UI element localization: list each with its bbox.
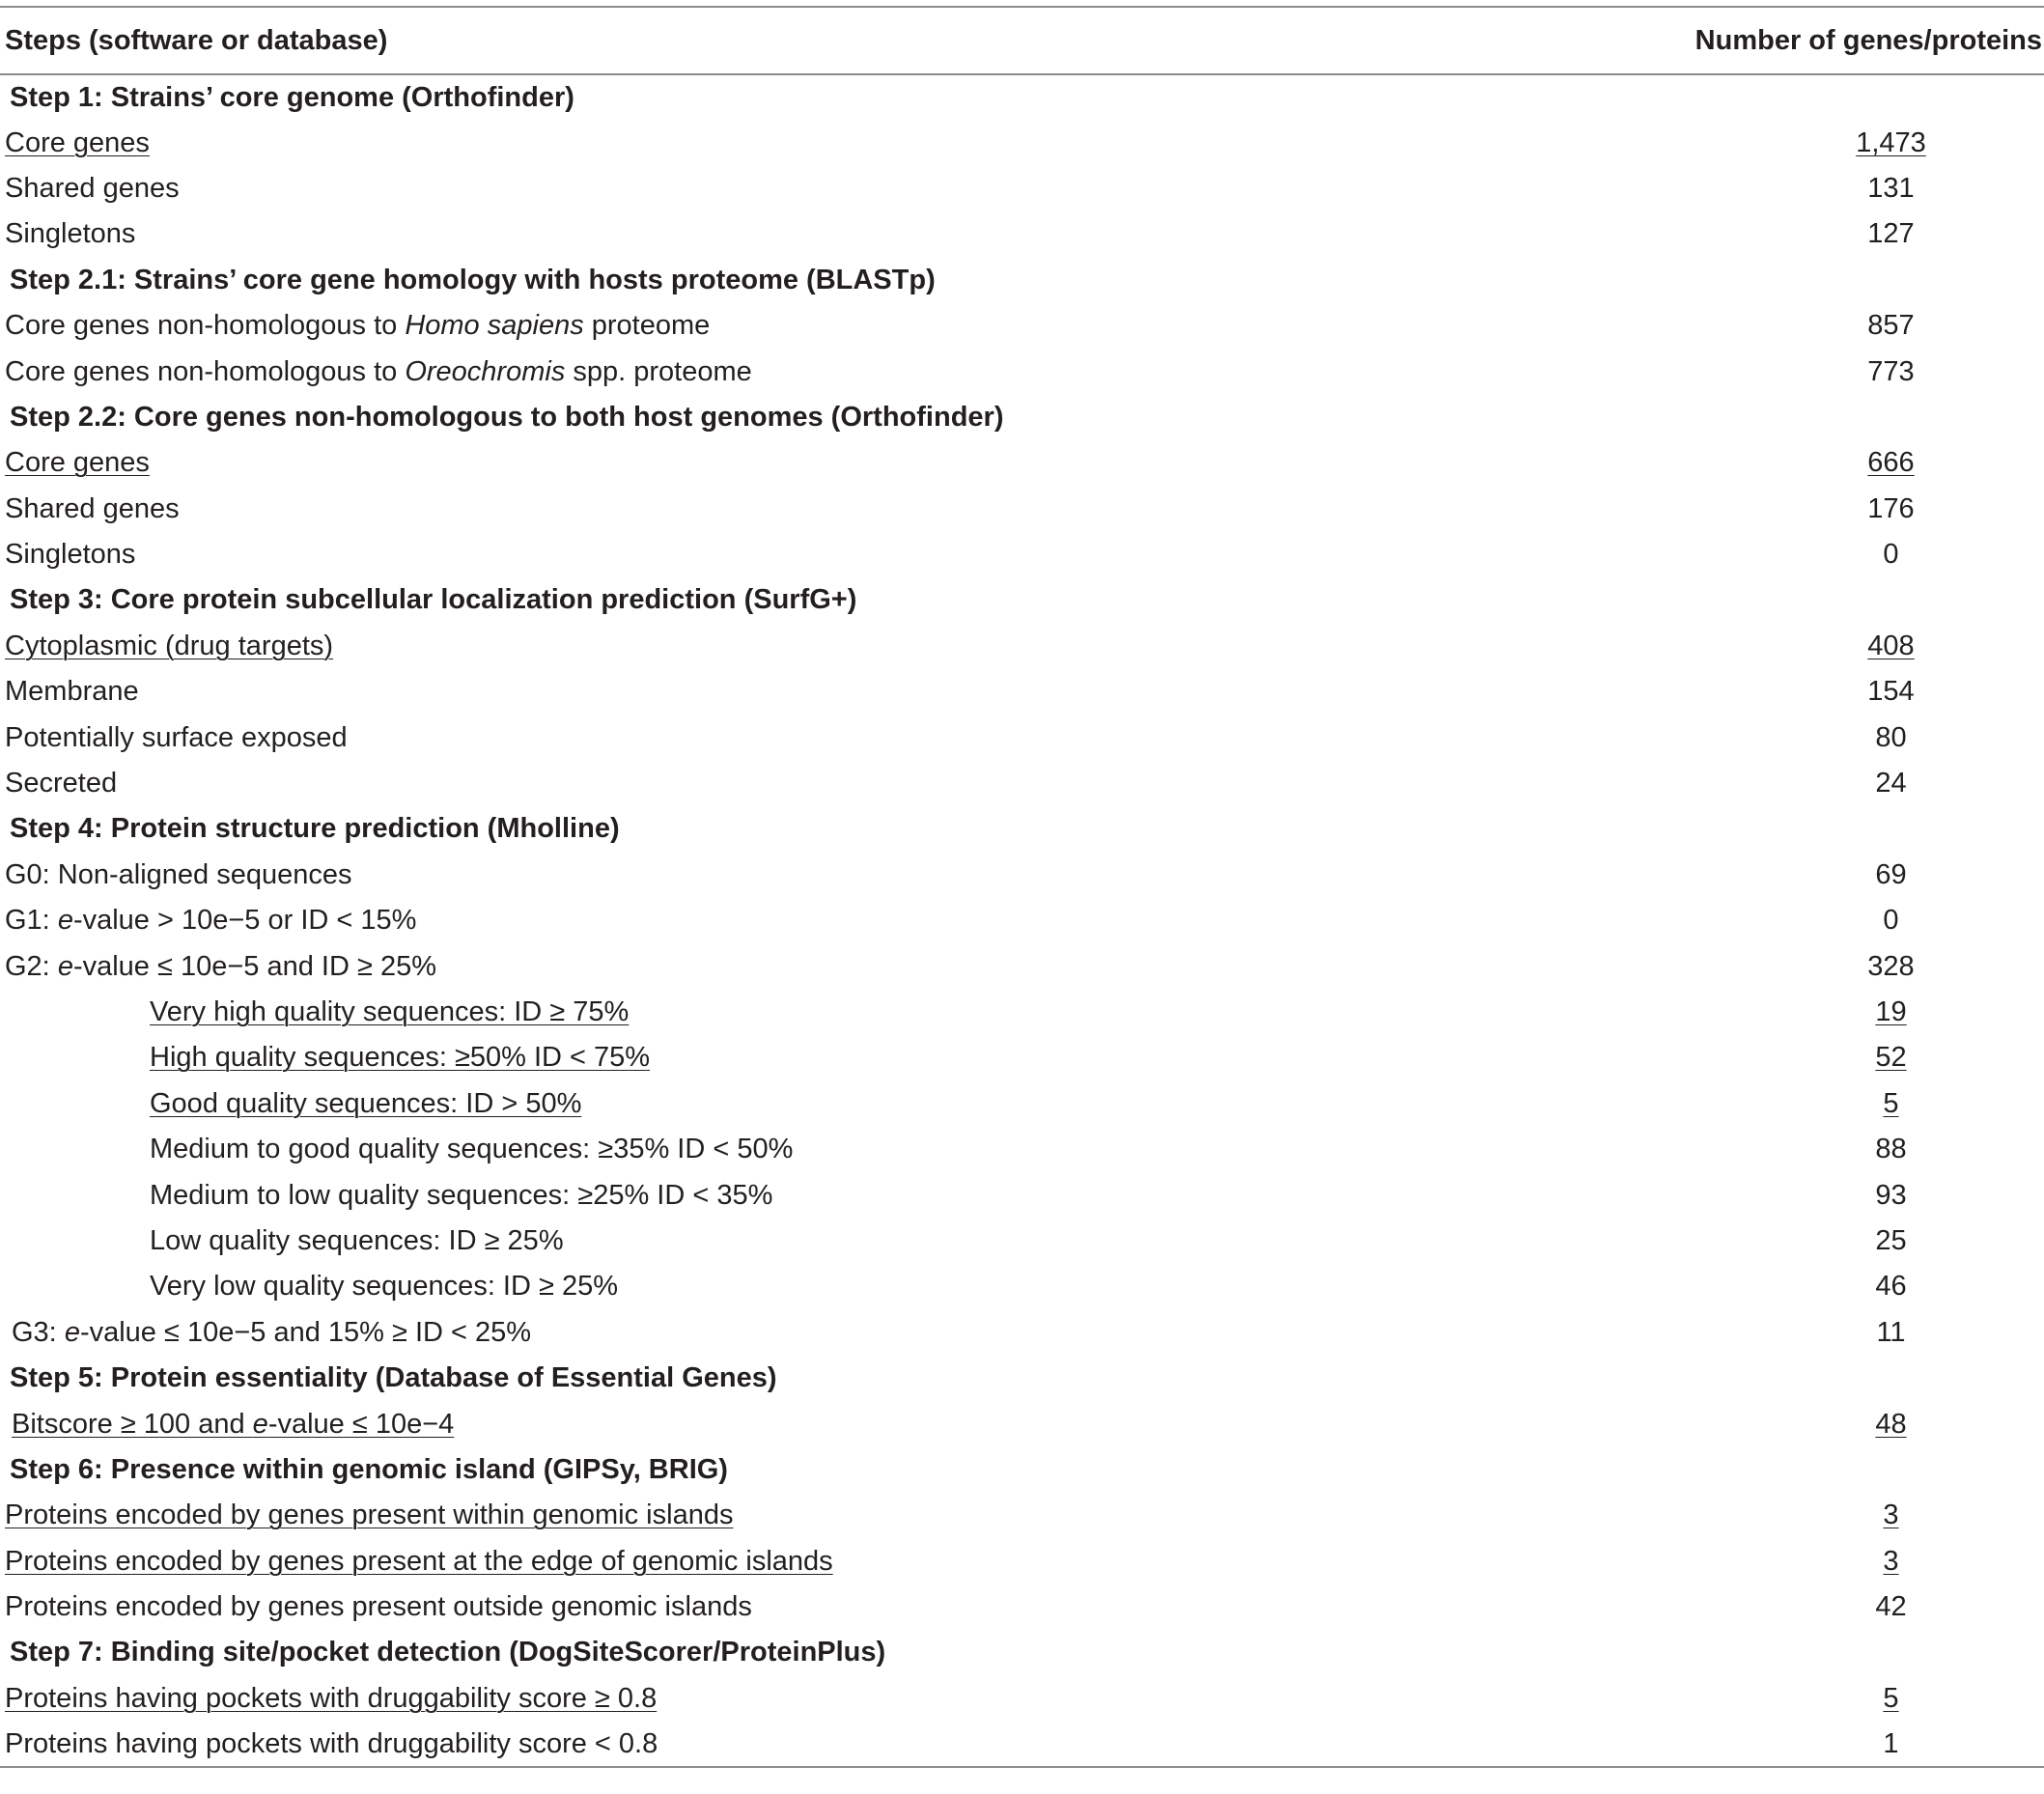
row-label-text [5, 218, 135, 249]
table-row [0, 1172, 2044, 1218]
row-value [1641, 853, 2044, 898]
row-label-text [5, 1591, 752, 1622]
row-value [1641, 669, 2044, 715]
value-text: 773 [1867, 355, 1915, 387]
label-text: Step 6: Presence within genomic island (GIPSy, BRIG) [10, 1453, 728, 1485]
label-text: G1: [5, 905, 58, 937]
label-italic-text: e [64, 1316, 80, 1348]
row-label [0, 120, 1641, 165]
step-title [0, 74, 2044, 120]
row-value [1641, 1081, 2044, 1127]
label-text: Step 2.2: Core genes non-homologous to both host genomes (Orthofinder) [10, 401, 1004, 433]
label-text: Membrane [5, 676, 139, 708]
label-italic-text: Oreochromis [405, 355, 566, 387]
row-value [1641, 1493, 2044, 1538]
table-row [0, 715, 2044, 760]
table-row [0, 1035, 2044, 1080]
table-header-row [0, 7, 2044, 74]
label-text: Proteins having pockets with druggability score < 0.8 [5, 1727, 658, 1759]
header-number: Number of genes/proteins [1694, 24, 2042, 56]
row-label-text [5, 539, 135, 570]
label-text: Good quality sequences: ID > 50% [150, 1087, 582, 1119]
results-table [0, 6, 2044, 1768]
table-row [0, 624, 2044, 669]
label-text: Medium to good quality sequences: ≥35% ID < 50% [150, 1134, 794, 1165]
label-italic-text: e [57, 950, 73, 982]
row-label-text [10, 813, 620, 844]
step-heading-row [0, 1447, 2044, 1493]
table-row [0, 1081, 2044, 1127]
row-label-text [5, 768, 117, 799]
step-title [0, 1356, 2044, 1401]
row-label [0, 487, 1641, 532]
table-row [0, 990, 2044, 1035]
step-title [0, 258, 2044, 303]
row-value [1641, 1401, 2044, 1446]
table-row [0, 1539, 2044, 1584]
label-text: Core genes [5, 447, 150, 479]
table-row [0, 943, 2044, 989]
label-text: Bitscore ≥ 100 and [12, 1408, 253, 1440]
value-text: 1,473 [1856, 126, 1926, 158]
value-text: 131 [1867, 172, 1915, 204]
table-row [0, 1127, 2044, 1172]
table-row [0, 120, 2044, 165]
label-text: Shared genes [5, 172, 180, 204]
row-value [1641, 1584, 2044, 1630]
row-label-text [12, 1409, 454, 1440]
row-label [0, 349, 1641, 394]
row-value [1641, 166, 2044, 211]
row-label [0, 1676, 1641, 1722]
table-row [0, 1310, 2044, 1356]
label-text: Singletons [5, 218, 136, 250]
row-value [1641, 120, 2044, 165]
row-label-text [10, 1362, 777, 1393]
row-label-text [5, 722, 348, 753]
table-row [0, 1676, 2044, 1722]
value-text: 93 [1875, 1179, 1907, 1211]
table-row [0, 853, 2044, 898]
step-title [0, 577, 2044, 623]
row-label-text [5, 1683, 657, 1714]
value-text: 25 [1875, 1224, 1907, 1256]
value-text: 328 [1867, 950, 1915, 982]
row-label-text [5, 1500, 733, 1530]
row-label [0, 1493, 1641, 1538]
row-value [1641, 1035, 2044, 1080]
label-text: Very high quality sequences: ID ≥ 75% [150, 996, 630, 1027]
row-label [0, 1035, 1641, 1080]
value-text: 52 [1875, 1042, 1907, 1074]
row-label [0, 1584, 1641, 1630]
row-label [0, 1172, 1641, 1218]
row-label-text [5, 905, 416, 936]
step-heading-row [0, 1356, 2044, 1401]
row-label [0, 1401, 1641, 1446]
row-label-text [5, 493, 180, 524]
table-row [0, 211, 2044, 257]
row-label-text [150, 1225, 564, 1256]
value-text: 42 [1875, 1591, 1907, 1623]
label-text: -value > 10e−5 or ID < 15% [72, 905, 417, 937]
step-heading-row [0, 806, 2044, 852]
row-value [1641, 1172, 2044, 1218]
table-row [0, 1493, 2044, 1538]
label-text: Cytoplasmic (drug targets) [5, 630, 334, 661]
row-value [1641, 943, 2044, 989]
value-text: 69 [1875, 858, 1907, 890]
table-row [0, 303, 2044, 349]
row-value [1641, 1264, 2044, 1309]
row-value [1641, 761, 2044, 806]
step-heading-row [0, 577, 2044, 623]
label-italic-text: e [57, 905, 73, 937]
label-text: -value ≤ 10e−4 [267, 1408, 455, 1440]
row-label-text [150, 1042, 650, 1073]
table-row [0, 1584, 2044, 1630]
row-label-text [10, 402, 1004, 433]
row-label-text [150, 996, 629, 1027]
value-text: 46 [1875, 1271, 1907, 1303]
row-label [0, 1264, 1641, 1309]
row-value [1641, 715, 2044, 760]
value-text: 24 [1875, 768, 1907, 799]
row-label-text [5, 127, 150, 158]
label-text: Secreted [5, 768, 118, 799]
label-text: G3: [12, 1316, 65, 1348]
value-text: 5 [1883, 1087, 1899, 1119]
row-label [0, 1081, 1641, 1127]
row-label-text [10, 1637, 885, 1668]
row-value [1641, 1676, 2044, 1722]
label-text: -value ≤ 10e−5 and 15% ≥ ID < 25% [79, 1316, 532, 1348]
value-text: 127 [1867, 218, 1915, 250]
row-label [0, 1722, 1641, 1767]
value-text: 857 [1867, 310, 1915, 342]
row-label-text [5, 951, 436, 982]
row-label-text [10, 82, 574, 113]
step-title [0, 1630, 2044, 1675]
label-text: Core genes [5, 126, 150, 158]
step-heading-row [0, 1630, 2044, 1675]
row-value [1641, 1127, 2044, 1172]
label-text: Proteins encoded by genes present at the edge of genomic islands [5, 1545, 833, 1577]
header-steps: Steps (software or database) [5, 24, 388, 56]
step-title [0, 1447, 2044, 1493]
label-text: High quality sequences: ≥50% ID < 75% [150, 1042, 651, 1074]
row-label [0, 532, 1641, 577]
value-text: 5 [1883, 1682, 1899, 1714]
step-title [0, 806, 2044, 852]
row-label [0, 1127, 1641, 1172]
table-row [0, 1401, 2044, 1446]
row-label [0, 898, 1641, 943]
value-text: 666 [1867, 447, 1915, 479]
row-label-text [5, 1546, 833, 1577]
row-value [1641, 303, 2044, 349]
value-text: 176 [1867, 492, 1915, 524]
row-label-text [150, 1180, 772, 1211]
row-value [1641, 211, 2044, 257]
row-label-text [10, 265, 936, 295]
row-value [1641, 1219, 2044, 1264]
label-italic-text: e [252, 1408, 268, 1440]
value-text: 408 [1867, 630, 1915, 661]
label-text: G0: Non-aligned sequences [5, 858, 352, 890]
row-label [0, 990, 1641, 1035]
row-label [0, 853, 1641, 898]
row-label [0, 1219, 1641, 1264]
label-text: Potentially surface exposed [5, 721, 348, 753]
row-label [0, 440, 1641, 486]
table-row [0, 761, 2044, 806]
row-label [0, 303, 1641, 349]
row-label [0, 761, 1641, 806]
row-label-text [5, 1728, 658, 1759]
label-text: Step 1: Strains’ core genome (Orthofinder) [10, 81, 574, 113]
label-text: Proteins having pockets with druggability score ≥ 0.8 [5, 1682, 658, 1714]
row-value [1641, 990, 2044, 1035]
value-text: 0 [1883, 905, 1899, 937]
value-text: 48 [1875, 1408, 1907, 1440]
row-label-text [5, 859, 352, 890]
row-label-text [150, 1134, 793, 1164]
row-label-text [5, 676, 139, 707]
table-body [0, 74, 2044, 1767]
row-value [1641, 532, 2044, 577]
label-text: Very low quality sequences: ID ≥ 25% [150, 1271, 618, 1303]
label-text: Step 3: Core protein subcellular localization prediction (SurfG+) [10, 584, 857, 616]
row-label-text [5, 631, 333, 661]
table-row [0, 166, 2044, 211]
row-value [1641, 440, 2044, 486]
label-text: Singletons [5, 539, 136, 571]
table-row [0, 1264, 2044, 1309]
value-text: 88 [1875, 1134, 1907, 1165]
label-italic-text: Homo sapiens [405, 310, 584, 342]
row-label [0, 211, 1641, 257]
row-label [0, 943, 1641, 989]
label-text: Step 7: Binding site/pocket detection (DogSiteScorer/ProteinPlus) [10, 1637, 886, 1668]
label-text: Core genes non-homologous to [5, 355, 406, 387]
row-label-text [5, 356, 752, 387]
label-text: Low quality sequences: ID ≥ 25% [150, 1224, 564, 1256]
label-text: Medium to low quality sequences: ≥25% ID < 35% [150, 1179, 773, 1211]
value-text: 80 [1875, 721, 1907, 753]
row-value [1641, 349, 2044, 394]
value-text: 19 [1875, 996, 1907, 1027]
row-value [1641, 487, 2044, 532]
step-title [0, 395, 2044, 440]
row-value [1641, 1310, 2044, 1356]
row-value [1641, 1539, 2044, 1584]
row-label-text [5, 173, 180, 204]
value-text: 11 [1876, 1316, 1906, 1348]
label-text: proteome [583, 310, 711, 342]
label-text: Core genes non-homologous to [5, 310, 406, 342]
row-label-text [150, 1271, 618, 1302]
label-text: Shared genes [5, 492, 180, 524]
table-row [0, 1219, 2044, 1264]
row-value [1641, 624, 2044, 669]
table-row [0, 1722, 2044, 1767]
label-text: Proteins encoded by genes present outside genomic islands [5, 1591, 752, 1623]
value-text: 1 [1883, 1727, 1899, 1759]
step-heading-row [0, 74, 2044, 120]
table-row [0, 487, 2044, 532]
row-value [1641, 1722, 2044, 1767]
row-label [0, 1539, 1641, 1584]
row-label [0, 669, 1641, 715]
row-value [1641, 898, 2044, 943]
table-row [0, 669, 2044, 715]
step-heading-row [0, 258, 2044, 303]
label-text: Step 2.1: Strains’ core gene homology with hosts proteome (BLASTp) [10, 264, 936, 295]
row-label [0, 166, 1641, 211]
row-label [0, 624, 1641, 669]
row-label [0, 715, 1641, 760]
table-row [0, 440, 2044, 486]
label-text: G2: [5, 950, 58, 982]
row-label [0, 1310, 1641, 1356]
label-text: Step 5: Protein essentiality (Database of Essential Genes) [10, 1362, 777, 1394]
row-label-text [10, 584, 856, 615]
row-label-text [150, 1088, 581, 1119]
table-row [0, 532, 2044, 577]
value-text: 0 [1883, 539, 1899, 571]
value-text: 154 [1867, 676, 1915, 708]
table-row [0, 898, 2044, 943]
row-label-text [12, 1317, 531, 1348]
row-label-text [10, 1454, 728, 1485]
row-label-text [5, 310, 710, 341]
row-label-text [5, 447, 150, 478]
table-row [0, 349, 2044, 394]
label-text: Proteins encoded by genes present within genomic islands [5, 1500, 734, 1531]
label-text: spp. proteome [565, 355, 752, 387]
label-text: -value ≤ 10e−5 and ID ≥ 25% [72, 950, 436, 982]
label-text: Step 4: Protein structure prediction (Mholline) [10, 813, 620, 845]
value-text: 3 [1883, 1545, 1899, 1577]
value-text: 3 [1883, 1500, 1899, 1531]
step-heading-row [0, 395, 2044, 440]
